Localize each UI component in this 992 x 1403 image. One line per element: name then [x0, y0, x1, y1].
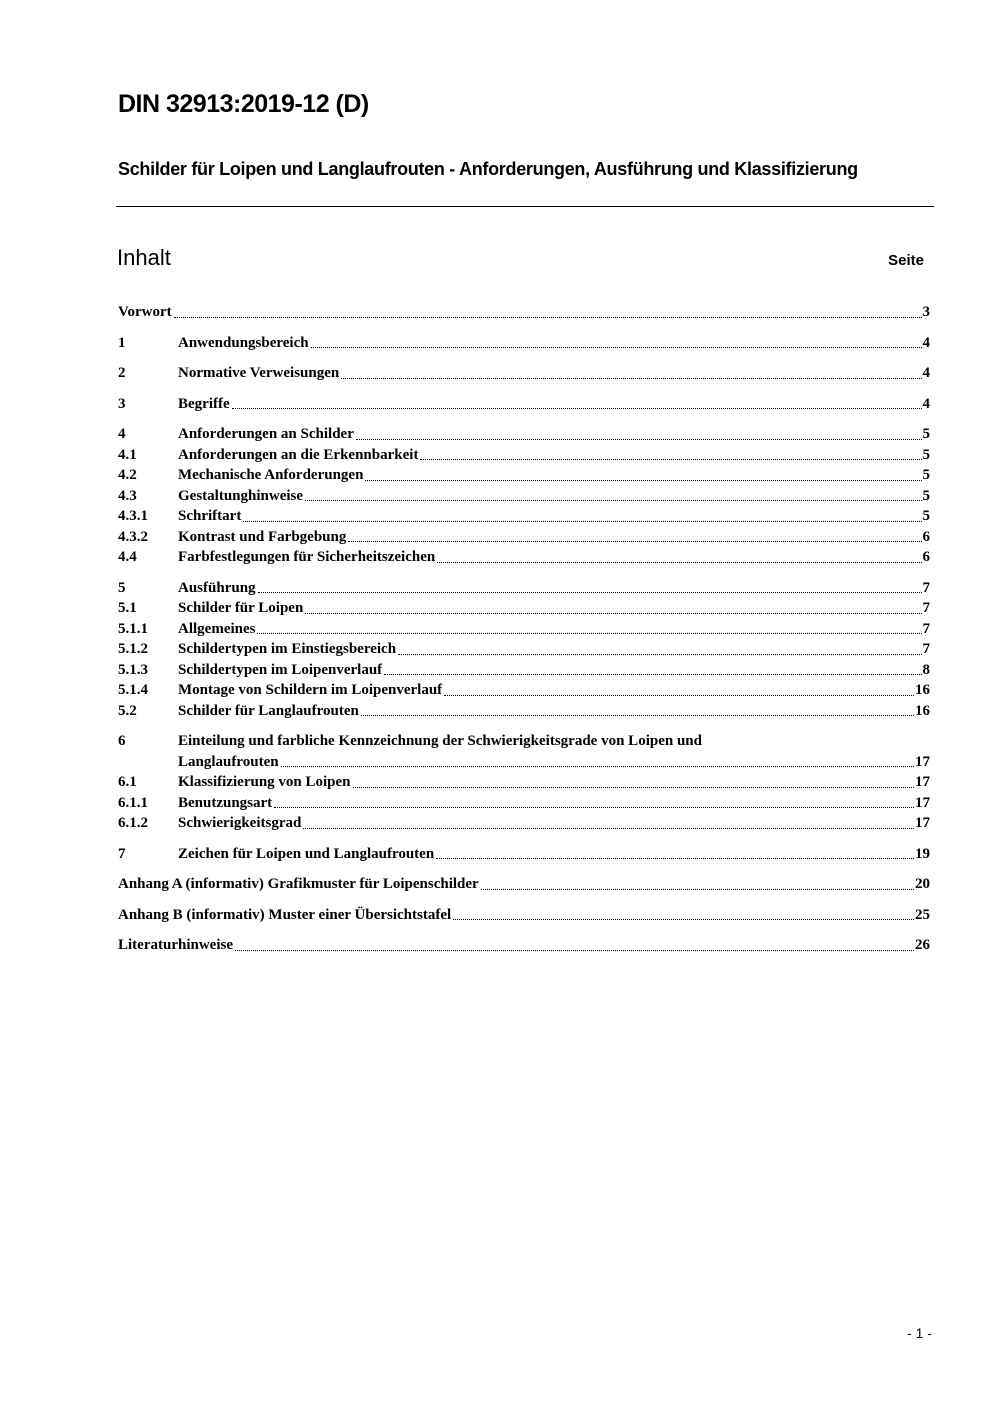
toc-entry-page: 25 [915, 906, 930, 923]
toc-entry[interactable] [118, 445, 930, 466]
toc-entry-title: Langlaufrouten [178, 753, 279, 770]
toc-group [118, 302, 930, 323]
toc-entry-title: Schriftart [178, 508, 242, 524]
dot-leader [232, 408, 922, 409]
toc-entry-last-line [178, 333, 930, 354]
toc-entry[interactable] [118, 424, 930, 445]
toc-group [118, 874, 930, 895]
toc-entry-body [178, 445, 930, 466]
toc-entry-title: Farbfestlegungen für Sicherheitszeichen [178, 549, 436, 565]
toc-entry-number: 5.1.4 [118, 682, 148, 698]
toc-entry-number: 4.4 [118, 549, 137, 565]
toc-entry[interactable] [118, 701, 930, 722]
toc-entry-last-line [118, 874, 930, 895]
dot-leader [436, 858, 914, 859]
toc-entry-title: Vorwort [118, 304, 172, 320]
toc-entry-last-line [178, 506, 930, 527]
dot-leader [356, 439, 922, 440]
toc-entry-last-line [178, 660, 930, 681]
toc-entry-title: Schilder für Loipen [178, 600, 304, 616]
toc-entry-body [118, 935, 930, 956]
toc-entry-body [178, 619, 930, 640]
toc-entry-body [118, 302, 930, 323]
toc-entry[interactable] [118, 363, 930, 384]
toc-entry-body [178, 598, 930, 619]
toc-entry-number: 5 [118, 579, 126, 596]
dot-leader [361, 715, 914, 716]
dot-leader [281, 766, 914, 767]
toc-entry[interactable] [118, 813, 930, 834]
toc-entry-last-line [178, 465, 930, 486]
toc-entry-page: 26 [915, 937, 930, 953]
toc-entry-number: 5.2 [118, 702, 137, 719]
toc-entry-body [178, 333, 930, 354]
toc-entry-title: Literaturhinweise [118, 937, 233, 953]
toc-entry-last-line [178, 619, 930, 640]
toc-entry-page: 17 [915, 794, 930, 811]
toc-entry-last-line [178, 424, 930, 445]
toc-entry-title: Zeichen für Loipen und Langlaufrouten [178, 845, 435, 862]
toc-entry[interactable] [118, 619, 930, 640]
dot-leader [257, 633, 921, 634]
toc-entry-last-line [118, 905, 930, 926]
toc-entry[interactable] [118, 465, 930, 486]
toc-entry-body [178, 793, 930, 814]
toc-entry-title: Ausführung [178, 579, 256, 596]
toc-entry-page: 4 [922, 334, 930, 351]
dot-leader [243, 521, 921, 522]
toc-entry-body [178, 547, 930, 568]
dot-leader [311, 347, 922, 348]
dot-leader [365, 480, 921, 481]
toc-entry-body [178, 465, 930, 486]
toc-entry-title: Einteilung und farbliche Kennzeichnung der Schwierigkeitsgrade von Loipen und [178, 733, 702, 749]
toc-entry-number: 6.1 [118, 774, 137, 790]
dot-leader [353, 787, 914, 788]
toc-entry-last-line [178, 701, 930, 722]
toc-entry-body [178, 731, 930, 772]
toc-group [118, 394, 930, 415]
toc-entry[interactable] [118, 486, 930, 507]
toc-entry-page: 20 [915, 876, 930, 892]
dot-leader [305, 613, 921, 614]
dot-leader [274, 807, 914, 808]
toc-entry-body [178, 680, 930, 701]
toc-entry-last-line [178, 445, 930, 466]
dot-leader [258, 592, 922, 593]
toc-entry-number: 5.1.1 [118, 620, 148, 637]
toc-entry[interactable] [118, 598, 930, 619]
toc-entry[interactable] [118, 527, 930, 548]
toc-entry-body [178, 506, 930, 527]
toc-entry-title: Kontrast und Farbgebung [178, 528, 347, 545]
toc-entry-title: Anhang A (informativ) Grafikmuster für Loipenschilder [118, 876, 479, 892]
toc-entry-last-line [178, 394, 930, 415]
toc-group [118, 578, 930, 722]
toc-entry-title: Mechanische Anforderungen [178, 467, 364, 483]
toc-entry-number: 4.3.1 [118, 508, 148, 524]
dot-leader [398, 654, 921, 655]
toc-entry-page: 4 [922, 365, 930, 381]
toc-entry-page: 16 [915, 702, 930, 719]
toc-entry-page: 8 [922, 661, 930, 678]
toc-entry-body [178, 660, 930, 681]
toc-entry[interactable] [118, 793, 930, 814]
toc-entry-body [178, 527, 930, 548]
dot-leader [384, 674, 921, 675]
document-subtitle: Schilder für Loipen und Langlaufrouten - Anforderungen, Ausführung und Klassifizierung [118, 159, 858, 179]
toc-entry-number: 6 [118, 733, 126, 749]
toc-group [118, 424, 930, 568]
dot-leader [174, 317, 922, 318]
toc-entry-title: Anforderungen an Schilder [178, 426, 354, 442]
toc-entry-body [178, 394, 930, 415]
toc-entry-title: Gestaltunghinweise [178, 487, 304, 504]
toc-entry-last-line [178, 363, 930, 384]
toc-entry-page: 5 [922, 467, 930, 483]
toc-entry-body [178, 363, 930, 384]
toc-entry[interactable] [118, 772, 930, 793]
toc-entry[interactable] [118, 578, 930, 599]
toc-entry[interactable] [118, 302, 930, 323]
toc-group [118, 731, 930, 834]
toc-entry-title: Anforderungen an die Erkennbarkeit [178, 446, 419, 463]
toc-entry-body [178, 639, 930, 660]
page-column-label: Seite [888, 252, 924, 269]
toc-entry-number: 5.1 [118, 600, 137, 616]
toc-entry-last-line [178, 547, 930, 568]
toc-entry-title: Schildertypen im Einstiegsbereich [178, 641, 397, 657]
toc-entry-body [178, 486, 930, 507]
toc-entry-last-line [178, 772, 930, 793]
toc-entry-number: 4.1 [118, 446, 137, 463]
toc-entry-body [178, 701, 930, 722]
toc-entry-page: 5 [922, 426, 930, 442]
toc-entry[interactable] [118, 731, 930, 772]
toc-entry-last-line [178, 844, 930, 865]
toc-entry-page: 6 [922, 528, 930, 545]
toc-entry-number: 5.1.2 [118, 641, 148, 657]
dot-leader [235, 950, 914, 951]
table-of-contents [118, 302, 930, 966]
toc-entry-number: 6.1.1 [118, 794, 148, 811]
toc-entry-last-line [178, 752, 930, 773]
toc-entry[interactable] [118, 639, 930, 660]
toc-entry-page: 16 [915, 682, 930, 698]
toc-entry-last-line [178, 486, 930, 507]
toc-entry-body [178, 844, 930, 865]
toc-entry-last-line [178, 680, 930, 701]
dot-leader [341, 378, 921, 379]
toc-entry-title: Begriffe [178, 395, 230, 412]
toc-entry-number: 3 [118, 395, 126, 412]
toc-entry-page: 17 [915, 774, 930, 790]
toc-entry[interactable] [118, 935, 930, 956]
dot-leader [437, 562, 921, 563]
dot-leader [303, 828, 914, 829]
dot-leader [453, 919, 914, 920]
toc-entry-body [178, 813, 930, 834]
toc-entry-title: Anwendungsbereich [178, 334, 309, 351]
toc-entry-last-line [178, 598, 930, 619]
toc-entry-number: 5.1.3 [118, 661, 148, 678]
toc-entry-title: Schilder für Langlaufrouten [178, 702, 359, 719]
toc-group [118, 905, 930, 926]
toc-group [118, 844, 930, 865]
toc-entry-number: 1 [118, 334, 126, 351]
toc-entry-number: 2 [118, 365, 126, 381]
toc-entry-page: 17 [915, 815, 930, 831]
toc-entry-page: 4 [922, 395, 930, 412]
dot-leader [420, 459, 921, 460]
toc-entry-number: 7 [118, 845, 126, 862]
toc-group [118, 935, 930, 956]
toc-entry-page: 17 [915, 753, 930, 770]
toc-entry[interactable] [118, 333, 930, 354]
toc-entry-body [118, 874, 930, 895]
dot-leader [444, 695, 914, 696]
footer-page-number: - 1 - [907, 1325, 932, 1341]
toc-entry-page: 5 [922, 487, 930, 504]
toc-entry[interactable] [118, 874, 930, 895]
toc-entry-title: Benutzungsart [178, 794, 273, 811]
dot-leader [305, 500, 921, 501]
toc-entry-page: 19 [915, 845, 930, 862]
toc-entry-last-line [178, 578, 930, 599]
toc-entry-title: Klassifizierung von Loipen [178, 774, 351, 790]
toc-group [118, 363, 930, 384]
toc-entry-page: 7 [922, 620, 930, 637]
toc-entry-body [178, 578, 930, 599]
toc-entry-number: 4.2 [118, 467, 137, 483]
toc-group [118, 333, 930, 354]
toc-entry[interactable] [118, 394, 930, 415]
toc-entry-last-line [178, 639, 930, 660]
document-title: DIN 32913:2019-12 (D) [118, 90, 369, 118]
toc-entry-page: 3 [922, 304, 930, 320]
toc-entry-page: 5 [922, 446, 930, 463]
toc-entry-title: Normative Verweisungen [178, 365, 340, 381]
toc-entry[interactable] [118, 660, 930, 681]
dot-leader [481, 889, 914, 890]
toc-entry[interactable] [118, 547, 930, 568]
toc-entry-body [178, 772, 930, 793]
toc-entry-number: 4.3 [118, 487, 137, 504]
dot-leader [348, 541, 921, 542]
toc-entry-number: 4 [118, 426, 126, 442]
toc-entry-last-line [178, 813, 930, 834]
toc-entry-page: 7 [922, 600, 930, 616]
toc-entry-title: Allgemeines [178, 620, 256, 637]
toc-entry-title: Schwierigkeitsgrad [178, 815, 302, 831]
toc-entry-last-line [178, 527, 930, 548]
toc-entry-last-line [178, 793, 930, 814]
toc-entry-number: 6.1.2 [118, 815, 148, 831]
toc-entry[interactable] [118, 680, 930, 701]
toc-heading: Inhalt [117, 245, 171, 270]
toc-entry-title: Montage von Schildern im Loipenverlauf [178, 682, 443, 698]
toc-entry[interactable] [118, 506, 930, 527]
toc-entry-page: 6 [922, 549, 930, 565]
toc-entry[interactable] [118, 844, 930, 865]
toc-entry-last-line [118, 302, 930, 323]
toc-entry-page: 7 [922, 641, 930, 657]
toc-entry-body [118, 905, 930, 926]
toc-entry-last-line [118, 935, 930, 956]
title-divider [116, 206, 934, 207]
toc-entry-title: Anhang B (informativ) Muster einer Übersichtstafel [118, 906, 452, 923]
toc-entry-page: 5 [922, 508, 930, 524]
toc-entry-body [178, 424, 930, 445]
toc-entry-title: Schildertypen im Loipenverlauf [178, 661, 383, 678]
toc-entry-number: 4.3.2 [118, 528, 148, 545]
toc-entry[interactable] [118, 905, 930, 926]
toc-entry-page: 7 [922, 579, 930, 596]
